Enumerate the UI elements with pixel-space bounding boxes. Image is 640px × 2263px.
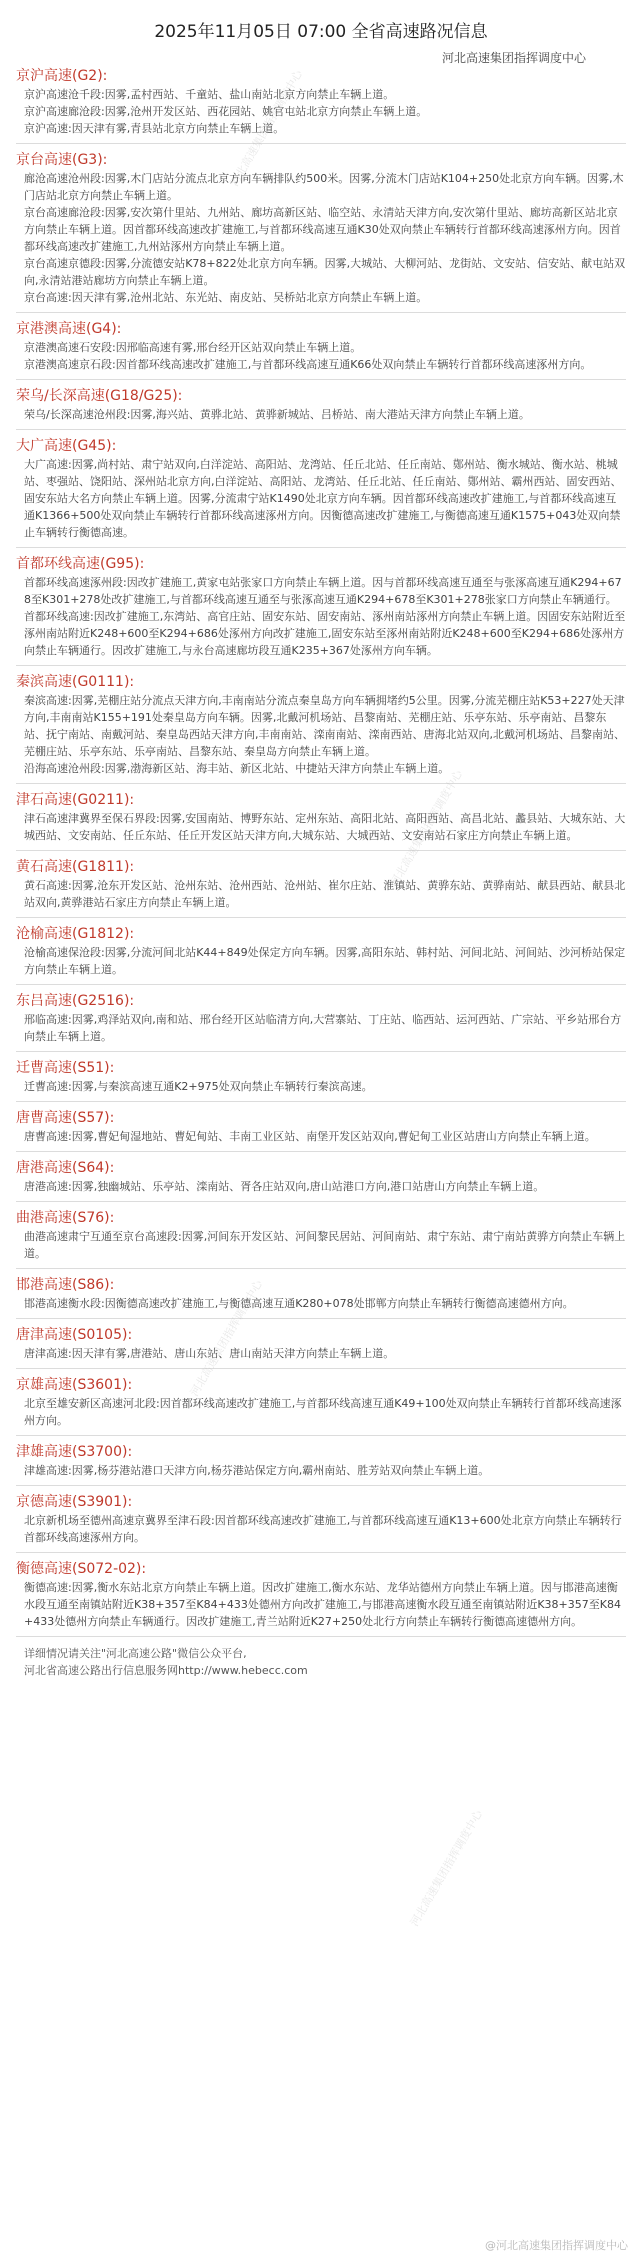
road-condition-line: 沧榆高速保沧段:因雾,分流河间北站K44+849处保定方向车辆。因雾,高阳东站、韩村站、河间北站、河间站、沙河桥站保定方向禁止车辆上道。 <box>24 946 626 976</box>
highway-section <box>16 66 626 144</box>
section-divider <box>16 917 626 918</box>
road-condition-line: 邯港高速衡水段:因衡德高速改扩建施工,与衡德高速互通K280+078处邯郸方向禁止车辆转行衡德高速德州方向。 <box>24 1297 574 1310</box>
road-condition-line: 北京至雄安新区高速河北段:因首都环线高速改扩建施工,与首都环线高速互通K49+100处双向禁止车辆转行首都环线高速涿州方向。 <box>24 1397 622 1427</box>
highway-name: 衡德高速(S072-02): <box>16 1561 147 1577</box>
highway-section <box>16 1158 626 1202</box>
road-condition-line: 曲港高速肃宁互通至京台高速段:因雾,河间东开发区站、河间黎民居站、河间南站、肃宁东站、肃宁南站黄骅方向禁止车辆上道。 <box>24 1230 626 1260</box>
road-condition-line: 衡德高速:因雾,衡水东站北京方向禁止车辆上道。因改扩建施工,衡水东站、龙华站德州方向禁止车辆上道。因与邯港高速衡水段互通至南镇站附近K38+357至K84+433处德州方向改扩建施工,与邯港高速衡水段互通至南镇站附近K38+357至K84+433处德州方向禁止车辆通行。因改扩建施工,青兰站附近K27+250处北行方向禁止车辆转行衡德高速德州方向。 <box>24 1581 621 1628</box>
road-condition-line: 沿海高速沧州段:因雾,渤海新区站、海丰站、新区北站、中捷站天津方向禁止车辆上道。 <box>24 762 450 775</box>
watermark-background: 河北高速集团指挥调度中心 <box>227 67 306 189</box>
highway-section <box>16 672 626 784</box>
highway-section <box>16 1375 626 1436</box>
highway-name: 黄石高速(G1811): <box>16 859 135 875</box>
highway-name: 东吕高速(G2516): <box>16 993 135 1009</box>
road-condition-line: 唐港高速:因雾,独幽城站、乐亭站、滦南站、胥各庄站双向,唐山站港口方向,港口站唐山方向禁止车辆上道。 <box>24 1180 545 1193</box>
footer <box>16 1645 626 1679</box>
highway-name: 津雄高速(S3700): <box>16 1444 133 1460</box>
road-condition-line: 荣乌/长深高速沧州段:因雾,海兴站、黄骅北站、黄骅新城站、吕桥站、南大港站天津方向禁止车辆上道。 <box>24 408 530 421</box>
road-condition-line: 京台高速京德段:因雾,分流德安站K78+822处北京方向车辆。因雾,大城站、大柳河站、龙街站、文安站、信安站、献屯站双向,永清站港站廊坊方向禁止车辆上道。 <box>24 257 626 287</box>
section-divider <box>16 783 626 784</box>
highway-section-body <box>16 456 626 541</box>
highway-section <box>16 1325 626 1369</box>
highway-section <box>16 1108 626 1152</box>
section-divider <box>16 312 626 313</box>
section-divider <box>16 1101 626 1102</box>
highway-section <box>16 991 626 1052</box>
highway-section-body <box>16 692 626 777</box>
highway-section <box>16 319 626 380</box>
highway-name: 曲港高速(S76): <box>16 1210 115 1226</box>
road-condition-line: 首都环线高速涿州段:因改扩建施工,黄家屯站张家口方向禁止车辆上道。因与首都环线高速互通至与张涿高速互通K294+678至K301+278处改扩建施工,与首都环线高速互通至与张涿高速互通K294+678至K301+278张家口方向禁止车辆通行。 <box>24 576 622 606</box>
highway-name: 京德高速(S3901): <box>16 1494 133 1510</box>
highway-section <box>16 436 626 548</box>
highway-name: 京雄高速(S3601): <box>16 1377 133 1393</box>
road-condition-line: 廊沧高速沧州段:因雾,木门店站分流点北京方向车辆排队约500米。因雾,分流木门店站K104+250处北京方向车辆。因雾,木门店站北京方向禁止车辆上道。 <box>24 172 624 202</box>
highway-section-body <box>16 1512 626 1546</box>
highway-section-body <box>16 1178 626 1195</box>
road-condition-line: 首都环线高速:因改扩建施工,东湾站、高官庄站、固安东站、固安南站、涿州南站涿州方向禁止车辆上道。因固安东站附近至涿州南站附近K248+600至K294+686处涿州方向改扩建施工,固安东站至涿州南站附近K248+600至K294+686处涿州方向禁止车辆通行。因改扩建施工,与永台高速廊坊段互通K235+367处涿州方向车辆。 <box>24 610 626 657</box>
highway-section-body <box>16 810 626 844</box>
highway-section-body <box>16 170 626 306</box>
highway-name: 迁曹高速(S51): <box>16 1060 115 1076</box>
highway-section-body <box>16 1011 626 1045</box>
watermark-background: 河北高速集团指挥调度中心 <box>387 767 466 889</box>
footer-line-wechat: 详细情况请关注"河北高速公路"微信公众平台, <box>24 1647 247 1660</box>
section-divider <box>16 1636 626 1637</box>
highway-section-body <box>16 1128 626 1145</box>
road-condition-line: 京沪高速:因天津有雾,青县站北京方向禁止车辆上道。 <box>24 122 285 135</box>
highway-section-body <box>16 1295 626 1312</box>
highway-section <box>16 1492 626 1553</box>
highway-name: 荣乌/长深高速(G18/G25): <box>16 388 183 404</box>
section-divider <box>16 1201 626 1202</box>
highway-section-body <box>16 877 626 911</box>
road-condition-line: 津雄高速:因雾,杨芬港站港口天津方向,杨芬港站保定方向,霸州南站、胜芳站双向禁止车辆上道。 <box>24 1464 490 1477</box>
highway-name: 唐曹高速(S57): <box>16 1110 115 1126</box>
publisher-name: 河北高速集团指挥调度中心 <box>441 51 586 65</box>
highway-name: 大广高速(G45): <box>16 438 117 454</box>
section-divider <box>16 1435 626 1436</box>
road-condition-line: 京港澳高速京石段:因首都环线高速改扩建施工,与首都环线高速互通K66处双向禁止车辆转行首都环线高速涿州方向。 <box>24 358 592 371</box>
highway-name: 唐津高速(S0105): <box>16 1327 133 1343</box>
highway-section <box>16 554 626 666</box>
sections-container <box>16 66 626 1637</box>
section-divider <box>16 850 626 851</box>
highway-section <box>16 1559 626 1637</box>
highway-section-body <box>16 339 626 373</box>
highway-section-body <box>16 1078 626 1095</box>
highway-section <box>16 857 626 918</box>
section-divider <box>16 665 626 666</box>
watermark-background: 河北高速集团指挥调度中心 <box>187 1277 266 1399</box>
highway-section <box>16 790 626 851</box>
highway-section <box>16 1275 626 1319</box>
section-divider <box>16 1318 626 1319</box>
road-condition-line: 津石高速津冀界至保石界段:因雾,安国南站、博野东站、定州东站、高阳北站、高阳西站、高昌北站、蠡县站、大城东站、大城西站、文安南站、任丘东站、任丘开发区站天津方向,大城东站、大城西站、文安南站石家庄方向禁止车辆上道。 <box>24 812 626 842</box>
highway-section-body <box>16 1395 626 1429</box>
page-title: 2025年11月05日 07:00 全省高速路况信息 <box>154 22 488 42</box>
section-divider <box>16 1552 626 1553</box>
road-condition-line: 黄石高速:因雾,沧东开发区站、沧州东站、沧州西站、沧州站、崔尔庄站、淮镇站、黄骅东站、黄骅南站、献县西站、献县北站双向,黄骅港站石家庄方向禁止车辆上道。 <box>24 879 626 909</box>
highway-section-body <box>16 1228 626 1262</box>
highway-section <box>16 1442 626 1486</box>
road-condition-line: 秦滨高速:因雾,芜棚庄站分流点天津方向,丰南南站分流点秦皇岛方向车辆拥堵约5公里。因雾,分流芜棚庄站K53+227处天津方向,丰南南站K155+191处秦皇岛方向车辆。因雾,北戴河机场站、昌黎南站、芜棚庄站、乐亭东站、乐亭南站、昌黎东站、抚宁南站、南戴河站、秦皇岛西站天津方向,丰南南站、滦南南站、滦南西站、唐海北站双向,北戴河机场站、昌黎南站、芜棚庄站、乐亭东站、乐亭南站、昌黎东站、秦皇岛方向禁止车辆上道。 <box>24 694 625 758</box>
highway-name: 京台高速(G3): <box>16 152 108 168</box>
section-divider <box>16 1051 626 1052</box>
highway-section-body <box>16 944 626 978</box>
road-condition-line: 迁曹高速:因雾,与秦滨高速互通K2+975处双向禁止车辆转行秦滨高速。 <box>24 1080 373 1093</box>
road-condition-line: 京沪高速沧千段:因雾,孟村西站、千童站、盐山南站北京方向禁止车辆上道。 <box>24 88 395 101</box>
section-divider <box>16 1151 626 1152</box>
road-condition-line: 大广高速:因雾,尚村站、肃宁站双向,白洋淀站、高阳站、龙湾站、任丘北站、任丘南站、鄚州站、衡水城站、衡水站、桃城站、枣强站、饶阳站、深州站北京方向,白洋淀站、高阳站、龙湾站、任丘北站、任丘南站、鄚州站、霸州西站、固安西站、固安东站大名方向禁止车辆上道。因雾,分流肃宁站K1490处北京方向车辆。因首都环线高速改扩建施工,与首都环线高速互通K1366+500处双向禁止车辆转行首都环线高速涿州方向。因衡德高速改扩建施工,与衡德高速互通K1575+043处双向禁止车辆转行衡德高速。 <box>24 458 622 539</box>
highway-section-body <box>16 1345 626 1362</box>
watermark-background: 河北高速集团指挥调度中心 <box>407 1807 486 1929</box>
footer-line-website: 河北省高速公路出行信息服务网http://www.hebecc.com <box>24 1664 308 1677</box>
section-divider <box>16 429 626 430</box>
road-condition-line: 唐曹高速:因雾,曹妃甸湿地站、曹妃甸站、丰南工业区站、南堡开发区站双向,曹妃甸工业区站唐山方向禁止车辆上道。 <box>24 1130 596 1143</box>
section-divider <box>16 143 626 144</box>
highway-section-body <box>16 1579 626 1630</box>
section-divider <box>16 547 626 548</box>
highway-name: 秦滨高速(G0111): <box>16 674 135 690</box>
section-divider <box>16 1368 626 1369</box>
highway-name: 邯港高速(S86): <box>16 1277 115 1293</box>
highway-section <box>16 150 626 313</box>
highway-section <box>16 1058 626 1102</box>
highway-section-body <box>16 574 626 659</box>
road-condition-line: 北京新机场至德州高速京冀界至津石段:因首都环线高速改扩建施工,与首都环线高速互通K13+600处北京方向禁止车辆转行首都环线高速涿州方向。 <box>24 1514 622 1544</box>
road-condition-line: 唐津高速:因天津有雾,唐港站、唐山东站、唐山南站天津方向禁止车辆上道。 <box>24 1347 395 1360</box>
highway-name: 唐港高速(S64): <box>16 1160 115 1176</box>
highway-section-body <box>16 86 626 137</box>
highway-name: 京沪高速(G2): <box>16 68 108 84</box>
highway-section-body <box>16 406 626 423</box>
highway-name: 京港澳高速(G4): <box>16 321 122 337</box>
highway-section <box>16 1208 626 1269</box>
road-condition-line: 京港澳高速石安段:因邢临高速有雾,邢台经开区站双向禁止车辆上道。 <box>24 341 362 354</box>
road-condition-line: 京台高速:因天津有雾,沧州北站、东光站、南皮站、吴桥站北京方向禁止车辆上道。 <box>24 291 428 304</box>
section-divider <box>16 984 626 985</box>
highway-section <box>16 924 626 985</box>
highway-name: 首都环线高速(G95): <box>16 556 145 572</box>
road-condition-line: 京台高速廊沧段:因雾,安次第什里站、九州站、廊坊高新区站、临空站、永清站天津方向,安次第什里站、廊坊高新区站北京方向禁止车辆上道。因首都环线高速改扩建施工,与首都环线高速互通K30处双向禁止车辆转行首都环线高速涿州方向。因首都环线高速改扩建施工,九州站涿州方向禁止车辆上道。 <box>24 206 621 253</box>
section-divider <box>16 1485 626 1486</box>
highway-section-body <box>16 1462 626 1479</box>
road-condition-line: 邢临高速:因雾,鸡泽站双向,南和站、邢台经开区站临清方向,大营寨站、丁庄站、临西站、运河西站、广宗站、平乡站邢台方向禁止车辆上道。 <box>24 1013 622 1043</box>
section-divider <box>16 1268 626 1269</box>
road-condition-line: 京沪高速廊沧段:因雾,沧州开发区站、西花园站、姚官屯站北京方向禁止车辆上道。 <box>24 105 428 118</box>
watermark: @河北高速集团指挥调度中心 <box>485 2239 628 2252</box>
highway-name: 津石高速(G0211): <box>16 792 135 808</box>
highway-section <box>16 386 626 430</box>
highway-name: 沧榆高速(G1812): <box>16 926 135 942</box>
section-divider <box>16 379 626 380</box>
